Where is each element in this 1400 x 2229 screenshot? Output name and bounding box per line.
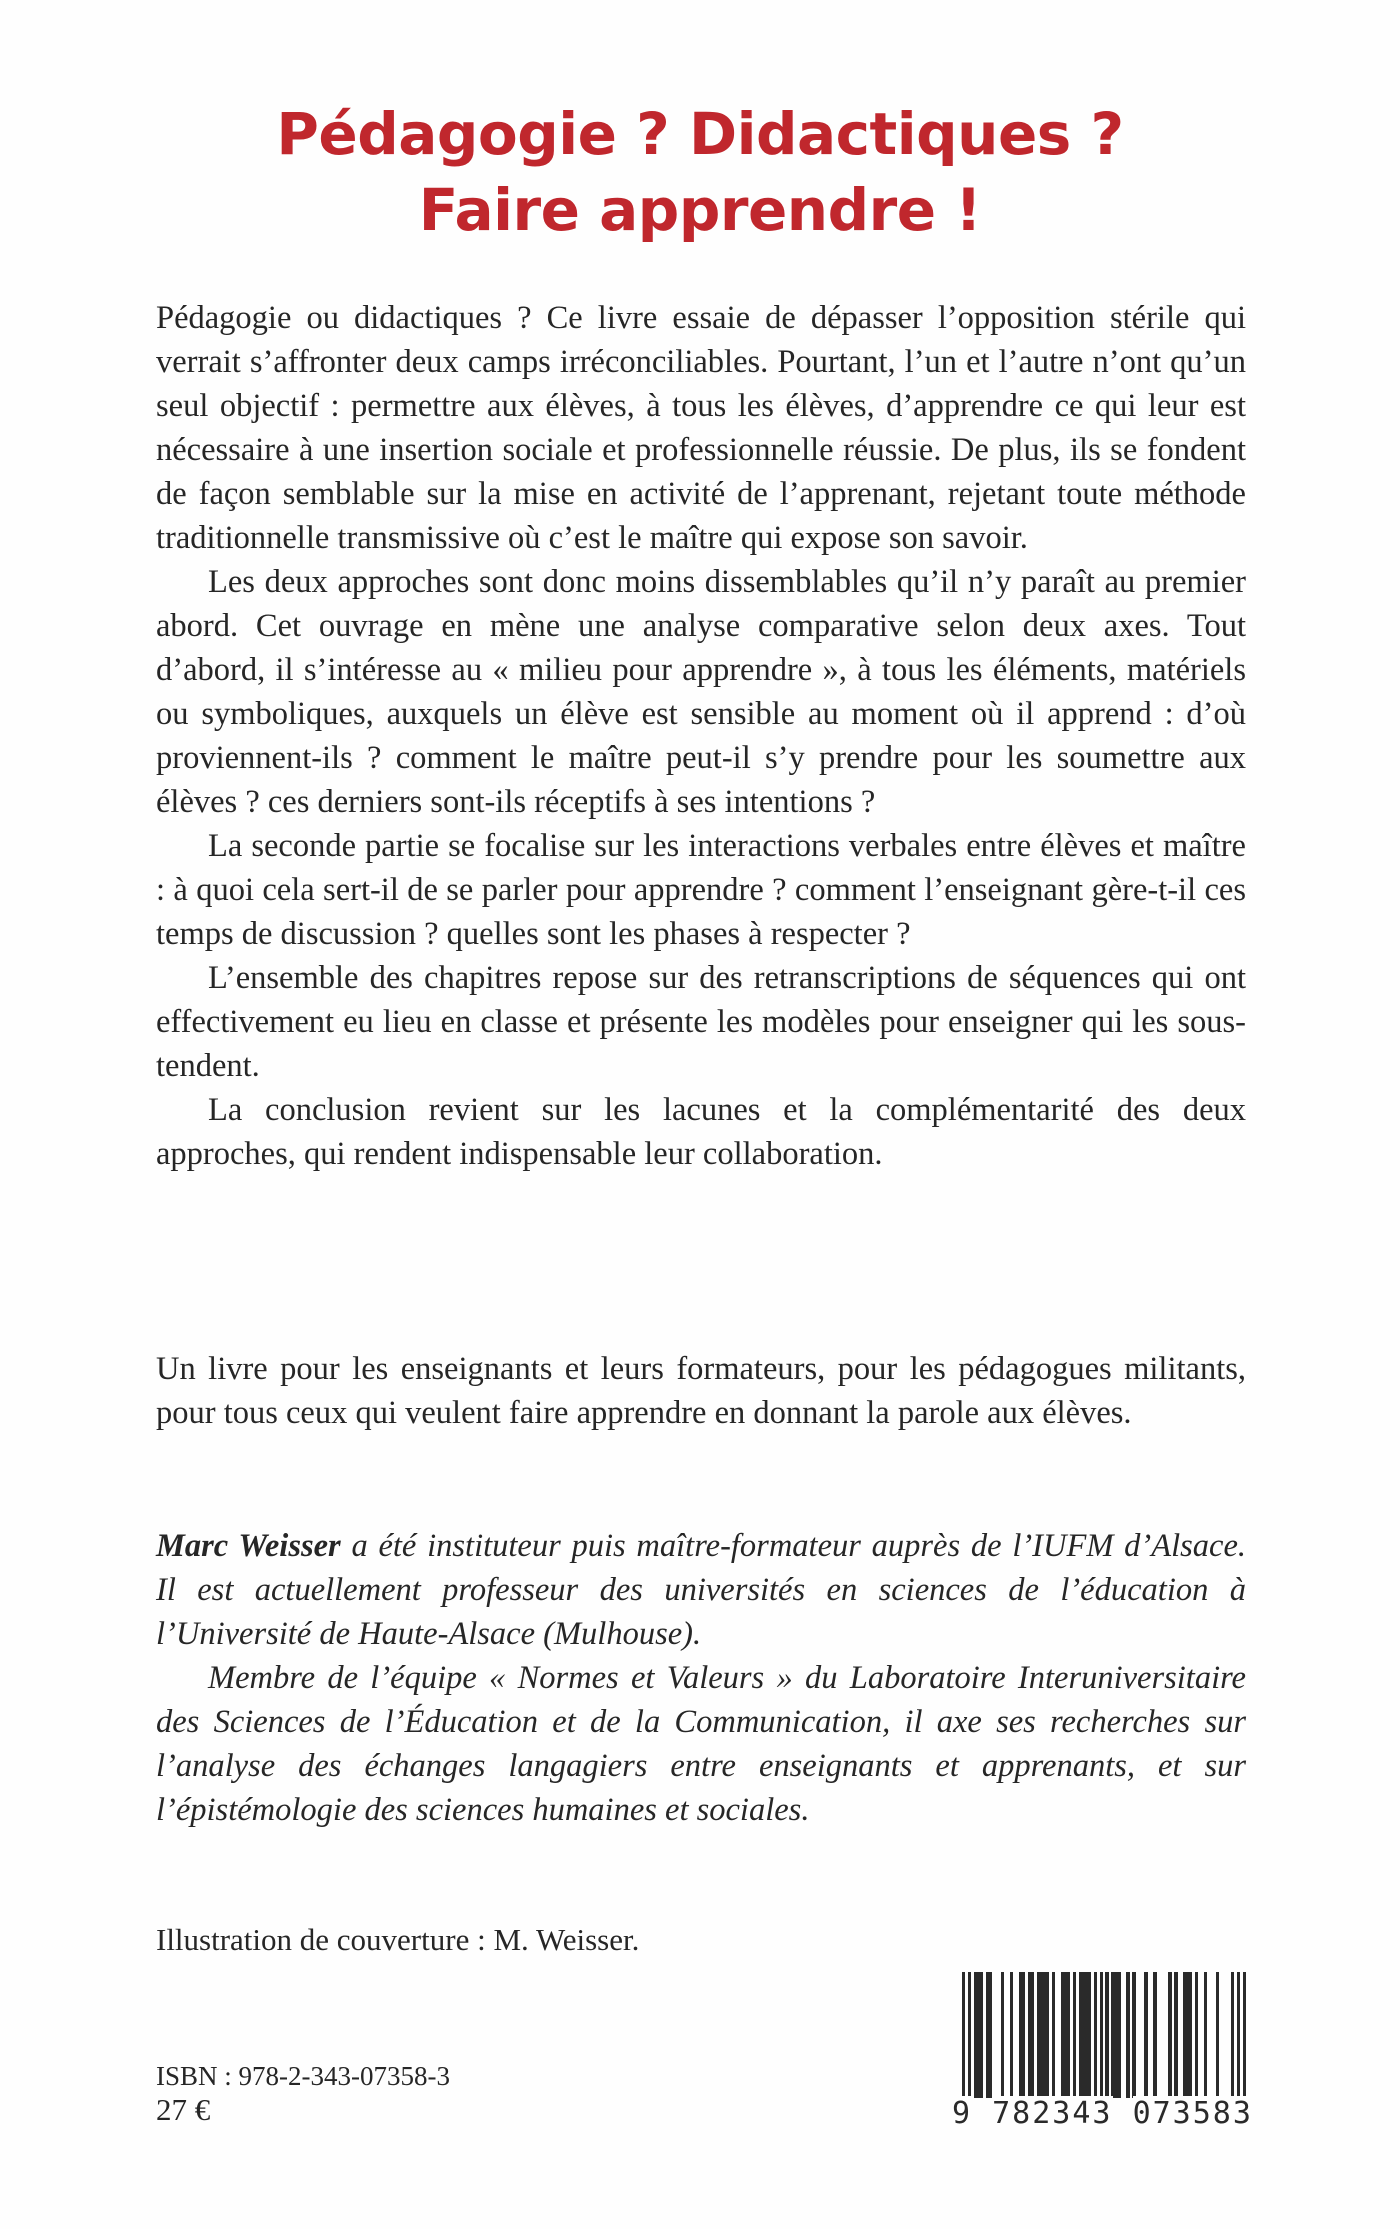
barcode-bar: [1204, 1972, 1207, 2098]
description-paragraph: L’ensemble des chapitres repose sur des retranscriptions de séquences qui ont effectivement eu lieu en classe et présente les modèles pour enseigner qui les sous-tendent.: [156, 960, 1246, 1084]
barcode-digits: [952, 2096, 1252, 2131]
author-bio-paragraph-1: [156, 1524, 1246, 1656]
barcode-bar: [1088, 1972, 1091, 2098]
barcode-bar: [1031, 1972, 1034, 2098]
barcode-lead-digit: 9: [952, 2096, 973, 2131]
audience-paragraph: Un livre pour les enseignants et leurs formateurs, pour les pédagogues militants, pour tous ceux qui veulent faire apprendre en donnant la parole aux élèves.: [156, 1351, 1246, 1431]
description-paragraph: Les deux approches sont donc moins dissemblables qu’il n’y paraît au premier abord. Cet ouvrage en mène une analyse comparative selon deux axes. Tout d’abord, il s’intéresse au « milieu pour apprendre », à tous les éléments, matériels ou symboliques, auxquels un élève est sensible au moment où il apprend : d’où proviennent-ils ? comment le maître peut-il s’y prendre pour les soumettre aux élèves ? ces derniers sont-ils réceptifs à ses intentions ?: [156, 564, 1246, 820]
barcode-bar: [962, 1972, 965, 2114]
book-description: [156, 296, 1246, 1176]
isbn: ISBN : 978-2-343-07358-3: [156, 2061, 450, 2091]
barcode-bar: [1105, 1972, 1108, 2114]
barcode-bar: [1001, 1972, 1004, 2098]
book-title: [0, 96, 1400, 248]
title-line-1: Pédagogie ? Didactiques ?: [276, 100, 1124, 168]
barcode-bar: [1067, 1972, 1070, 2098]
barcode-bar: [1073, 1972, 1076, 2098]
barcode-bar: [1126, 1972, 1129, 2098]
description-paragraph: La seconde partie se focalise sur les interactions verbales entre élèves et maître : à quoi cela sert-il de se parler pour apprendre ? comment l’enseignant gère-t-il ces temps de discussion ? quelles sont les phases à respecter ?: [156, 828, 1246, 952]
barcode: [952, 1970, 1252, 2135]
author-bio-text: a été instituteur puis maître-formateur auprès de l’IUFM d’Alsace. Il est actuellement professeur des universités en sciences de l’éducation à l’Université de Haute-Alsace (Mulhouse).: [156, 1528, 1246, 1652]
barcode-bar: [1237, 1972, 1240, 2114]
description-paragraph: Pédagogie ou didactiques ? Ce livre essaie de dépasser l’opposition stérile qui verrait s’affronter deux camps irréconciliables. Pourtant, l’un et l’autre n’ont qu’un seul objectif : permettre aux élèves, à tous les élèves, d’apprendre ce qui leur est nécessaire à une insertion sociale et professionnelle réussie. De plus, ils se fondent de façon semblable sur la mise en activité de l’apprenant, rejetant toute méthode traditionnelle transmissive où c’est le maître qui expose son savoir.: [156, 300, 1246, 556]
barcode-bar: [989, 1972, 992, 2098]
target-audience: [156, 1347, 1246, 1435]
barcode-bar: [1195, 1972, 1198, 2098]
barcode-bar: [1144, 1972, 1147, 2098]
barcode-bar: [1168, 1972, 1171, 2098]
barcode-bar: [1189, 1972, 1192, 2098]
barcode-bar: [1216, 1972, 1219, 2098]
barcode-bar: [1052, 1972, 1055, 2098]
barcode-bars: [962, 1972, 1246, 2112]
author-bio: [156, 1524, 1246, 1832]
barcode-bar: [1094, 1972, 1097, 2098]
barcode-bar: [1100, 1972, 1103, 2114]
barcode-bar: [1010, 1972, 1013, 2098]
barcode-bar: [1132, 1972, 1135, 2098]
barcode-bar: [980, 1972, 983, 2098]
title-line-2: Faire apprendre !: [418, 176, 982, 244]
author-bio-paragraph-2: Membre de l’équipe « Normes et Valeurs » du Laboratoire Interuniversitaire des Sciences de l’Éducation et de la Communication, il axe ses recherches sur l’analyse des échanges langagiers entre enseignants et apprenants, et sur l’épistémologie des sciences humaines et sociales.: [156, 1660, 1246, 1828]
barcode-bar: [968, 1972, 971, 2114]
barcode-bar: [1243, 1972, 1246, 2114]
author-name: Marc Weisser: [156, 1528, 341, 1564]
description-paragraph: La conclusion revient sur les lacunes et la complémentarité des deux approches, qui rendent indispensable leur collaboration.: [156, 1092, 1246, 1172]
barcode-bar: [1117, 1972, 1120, 2098]
barcode-bar: [1174, 1972, 1177, 2098]
barcode-left-group: 782343: [992, 2096, 1113, 2131]
price: 27 €: [156, 2092, 211, 2127]
barcode-bar: [1022, 1972, 1025, 2098]
barcode-bar: [1153, 1972, 1156, 2098]
barcode-right-group: 073583: [1132, 2096, 1253, 2131]
barcode-bar: [1231, 1972, 1234, 2098]
barcode-bar: [1046, 1972, 1049, 2098]
illustration-credit: Illustration de couverture : M. Weisser.: [156, 1922, 640, 1957]
